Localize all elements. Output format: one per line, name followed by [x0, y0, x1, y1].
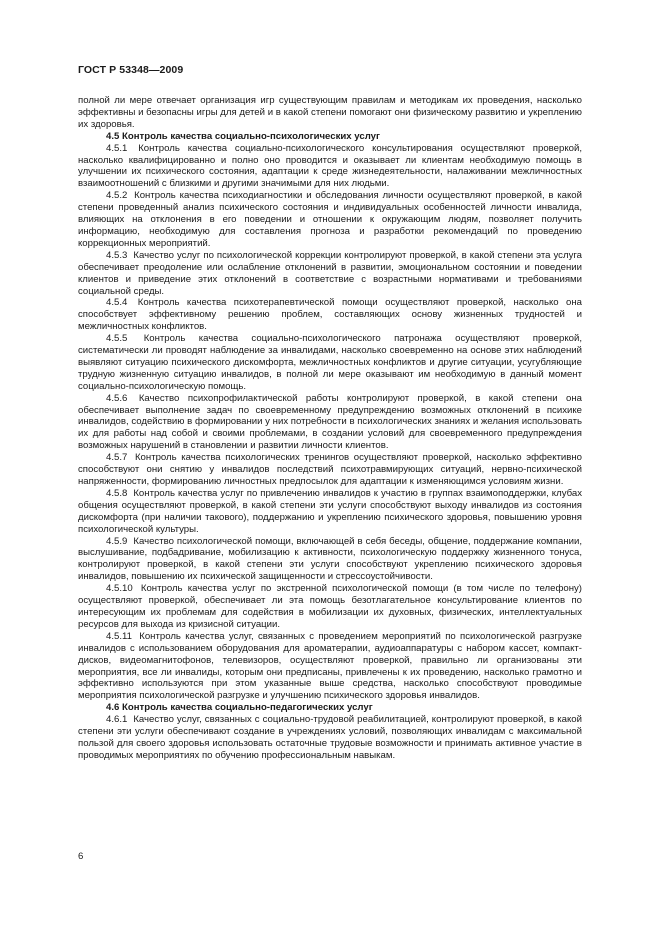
paragraph-text: Качество психопрофилактической работы контролируют проверкой, в какой степени она обеспечивает выполнение задач по своевременному предупреждению возможных отклонений в психике инвалидов, содействию в формировании у них потребности в психологических знаниях и желания использовать их для работы над собой и своими проблемами, в создании условий для своевременного предупреждения возможных нарушений в становлении и развитии личности клиентов. — [78, 392, 583, 452]
document-body — [78, 95, 582, 762]
paragraph-4-5-3 — [78, 250, 582, 298]
paragraph-text: Контроль качества социально-психологического консультирования осуществляют проверкой, насколько квалифицированно и полно оно проводится и оказывает ли клиентам необходимую помощь в улучшении их психического состояния, адаптации к среде жизнедеятельности, налаживании межличностных взаимоотношений с близкими и другими значимыми для них людьми. — [78, 142, 582, 190]
intro-paragraph: полной ли мере отвечает организация игр существующим правилам и методикам их проведения, насколько эффективны и безопасны игры для детей и в какой степени помогают они физическому развитию и укреплению их здоровья. — [78, 95, 582, 130]
paragraph-text: Качество психологической помощи, включающей в себя беседы, общение, поддержание компании, выслушивание, подбадривание, мобилизацию к активности, психологическую поддержку жизненного тонуса, контролируют проверкой, в какой степени эти услуги способствуют укреплению психического здоровья инвалидов, повышению их психической защищенности и стрессоустойчивости. — [78, 535, 582, 583]
paragraph-4-5-4 — [78, 297, 582, 333]
paragraph-number: 4.5.11 — [106, 630, 132, 642]
paragraph-text: Контроль качества психодиагностики и обследования личности осуществляют проверкой, в какой степени проведенный анализ психического состояния и индивидуальных особенностей личности инвалида, влияющих на отклонения в его поведении и отношении к окружающим людям, позволяет получить информацию, необходимую для составления прогноза и разработки рекомендаций по проведению коррекционных мероприятий. — [78, 190, 582, 249]
paragraph-text: Контроль качества услуг, связанных с проведением мероприятий по психологической разгрузке инвалидов с использованием оборудования для ароматерапии, аудиоаппаратуры с набором кассет, компакт-дисков, видеомагнитофонов, телевизоров, осуществляют проверкой, правильно ли организованы эти мероприятия, все ли инвалиды, которым они предписаны, привлечены к их проведению, насколько грамотно и эффективно используются при этом указанные выше средства, насколько способствуют проводимые мероприятия психологической разгрузке и улучшению психического здоровья инвалидов. — [78, 630, 582, 702]
paragraph-number: 4.5.10 — [106, 583, 133, 595]
section-heading-4-6: 4.6 Контроль качества социально-педагогических услуг — [106, 702, 373, 714]
paragraph-number: 4.5.1 — [106, 142, 128, 154]
paragraph-number: 4.5.5 — [106, 333, 128, 345]
paragraph-number: 4.5.9 — [106, 535, 128, 547]
paragraph-4-5-7 — [78, 452, 582, 488]
paragraph-text: Качество услуг, связанных с социально-трудовой реабилитацией, контролируют проверкой, в какой степени эти услуги обеспечивают создание в учреждениях условий, позволяющих инвалидам с максимальной пользой для своего здоровья использовать остаточные трудовые возможности и принимать активное участие в проводимых мероприятиях по обучению профессиональным навыкам. — [78, 714, 582, 761]
paragraph-4-5-8 — [78, 488, 582, 536]
paragraph-text: Контроль качества услуг по экстренной психологической помощи (в том числе по телефону) осуществляют проверкой, обеспечивает ли эта помощь безотлагательное консультирование клиентов по интересующим их проблемам для содействия в мобилизации их духовных, физических, интеллектуальных ресурсов для выхода из кризисной ситуации. — [78, 583, 582, 630]
paragraph-number: 4.5.7 — [106, 452, 128, 464]
paragraph-number: 4.5.3 — [106, 249, 128, 261]
paragraph-text: Качество услуг по психологической коррекции контролируют проверкой, в какой степени эта услуга обеспечивает преодоление или ослабление отклонений в развитии, эмоциональном состоянии и поведении клиентов и приведение этих отклонений в соответствие с возрастными нормативами и требованиями социальной среды. — [78, 249, 582, 297]
paragraph-4-5-5 — [78, 333, 582, 393]
paragraph-text: Контроль качества психотерапевтической помощи осуществляют проверкой, насколько она способствует эффективному решению проблем, составляющих основу жизненных трудностей и межличностных конфликтов. — [78, 297, 582, 333]
paragraph-4-5-2 — [78, 190, 582, 250]
paragraph-4-5-10 — [78, 583, 582, 631]
paragraph-number: 4.5.8 — [106, 487, 128, 499]
paragraph-4-5-9 — [78, 536, 582, 584]
paragraph-4-6-1 — [78, 714, 582, 762]
document-standard-header: ГОСТ Р 53348—2009 — [78, 64, 184, 76]
paragraph-text: Контроль качества социально-психологического патронажа осуществляют проверкой, систематически ли проводят наблюдение за инвалидами, насколько своевременно на основе этих наблюдений выявляют ситуацию психического дискомфорта, межличностных конфликтов и другие ситуации, усугубляющие трудную жизненную ситуацию инвалидов, в полной ли мере оказывают им необходимую в данный момент социально-психологическую помощь. — [78, 333, 582, 392]
paragraph-number: 4.5.2 — [106, 190, 128, 202]
paragraph-number: 4.6.1 — [106, 714, 128, 726]
section-heading-4-5: 4.5 Контроль качества социально-психологических услуг — [106, 130, 381, 142]
paragraph-4-5-11 — [78, 631, 582, 702]
paragraph-4-5-1 — [78, 143, 582, 191]
paragraph-4-5-6 — [78, 393, 582, 453]
paragraph-number: 4.5.4 — [106, 297, 128, 309]
paragraph-text: Контроль качества услуг по привлечению инвалидов к участию в группах взаимоподдержки, клубах общения осуществляют проверкой, в какой степени эти услуги способствуют выходу инвалидов из состояния дискомфорта (при наличии такового), поддержанию и укреплению психического здоровья, повышению уровня психологической культуры. — [78, 487, 583, 535]
paragraph-number: 4.5.6 — [106, 392, 128, 404]
page-number: 6 — [78, 851, 84, 862]
paragraph-text: Контроль качества психологических тренингов осуществляют проверкой, насколько эффективно способствуют они снятию у инвалидов последствий психотравмирующих ситуаций, нервно-психической напряженности, формированию личностных предпосылок для адаптации к изменяющимся условиям жизни. — [78, 452, 582, 487]
